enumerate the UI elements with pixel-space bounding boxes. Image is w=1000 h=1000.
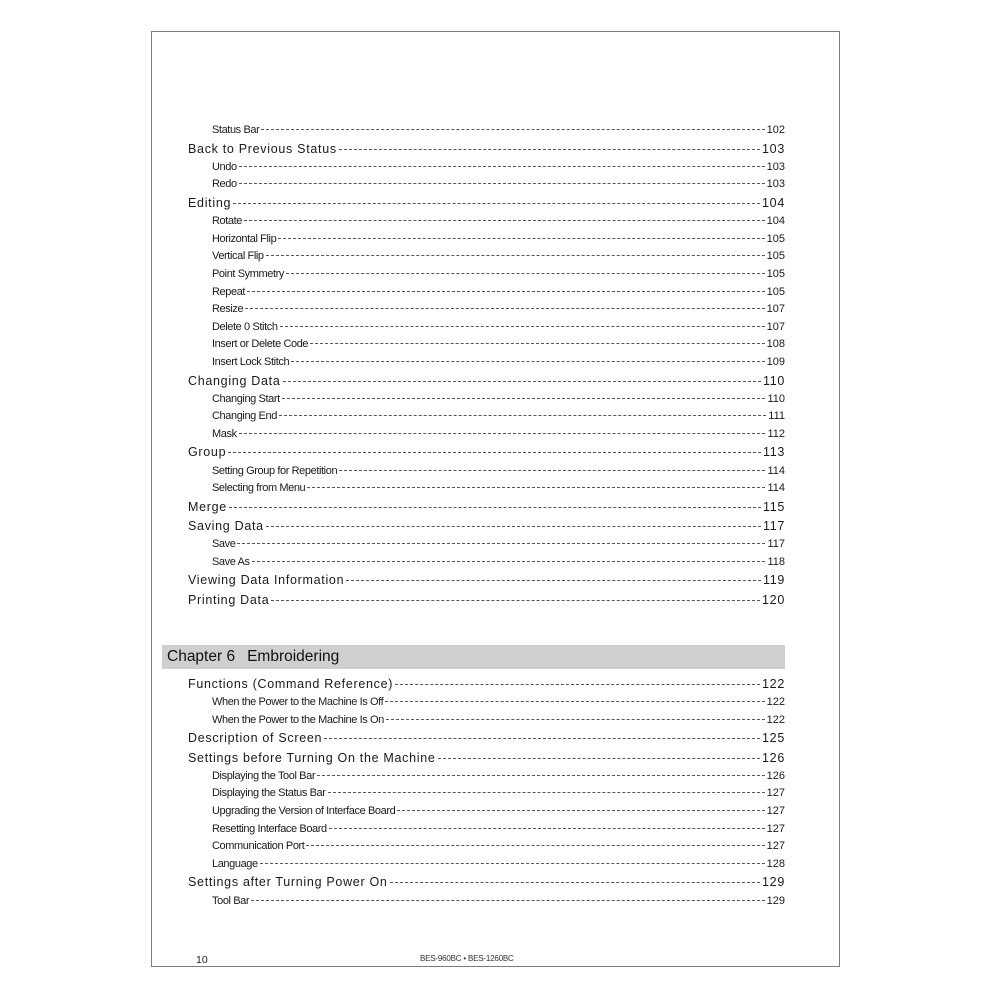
toc-entry-page: 128 (766, 857, 785, 870)
toc-entry-label: When the Power to the Machine Is On (212, 713, 384, 726)
toc-entry-label: Save (212, 538, 236, 551)
toc-entry (188, 893, 785, 911)
toc-entry (188, 571, 785, 590)
toc-entry-label: Settings before Turning On the Machine (188, 750, 436, 765)
toc-entry-label: Rotate (212, 215, 243, 228)
dot-leader (279, 415, 766, 416)
toc-entry (188, 749, 785, 768)
dot-leader (239, 433, 766, 434)
toc-entry-label: Redo (212, 178, 237, 191)
toc-entry-page: 127 (766, 840, 785, 853)
toc-entry (188, 463, 785, 481)
toc-entry (188, 248, 785, 266)
dot-leader (291, 361, 764, 362)
toc-entry-label: Setting Group for Repetition (212, 464, 338, 477)
toc-entry (188, 536, 785, 554)
toc-entry (188, 838, 785, 856)
toc-entry (188, 712, 785, 730)
toc-entry (188, 554, 785, 572)
toc-entry-page: 110 (762, 373, 785, 388)
toc-entry-page: 117 (762, 519, 785, 534)
dot-leader (244, 220, 765, 221)
toc-entry-page: 122 (762, 677, 785, 691)
toc-entry-label: When the Power to the Machine Is Off (212, 696, 384, 709)
toc-entry-label: Selecting from Menu (212, 482, 306, 495)
dot-leader (266, 526, 761, 527)
dot-leader (329, 828, 765, 829)
toc-entry-page: 105 (766, 267, 785, 280)
dot-leader (397, 810, 764, 811)
toc-entry (188, 517, 785, 536)
toc-entry (188, 591, 785, 610)
toc-entry-page: 113 (762, 445, 785, 460)
toc-entry-page: 126 (766, 769, 785, 782)
dot-leader (339, 149, 760, 150)
toc-entry-page: 104 (762, 195, 785, 210)
toc-entry-label: Back to Previous Status (188, 141, 337, 156)
toc-entry-label: Delete 0 Stitch (212, 320, 278, 333)
toc-entry (188, 821, 785, 839)
toc-entry-page: 129 (762, 875, 785, 890)
toc-entry (188, 729, 785, 748)
toc-entry (188, 498, 785, 517)
dot-leader (395, 684, 760, 685)
dot-leader (307, 487, 765, 488)
dot-leader (278, 238, 764, 239)
toc-entry-label: Repeat (212, 285, 246, 298)
chapter-title: Embroidering (247, 648, 340, 665)
dot-leader (306, 845, 764, 846)
toc-entry-label: Tool Bar (212, 894, 250, 907)
toc-entry-label: Insert or Delete Code (212, 338, 309, 351)
toc-entry-page: 120 (762, 592, 785, 607)
toc-entry (188, 231, 785, 249)
toc-entry-page: 119 (762, 573, 785, 588)
toc-entry-label: Changing Data (188, 373, 281, 388)
toc-entry (188, 122, 785, 140)
dot-leader (283, 381, 761, 382)
dot-leader (280, 326, 765, 327)
dot-leader (286, 273, 765, 274)
dot-leader (266, 255, 765, 256)
toc-entry-page: 129 (766, 894, 785, 907)
toc-entry-page: 122 (766, 696, 785, 709)
toc-entry-label: Status Bar (212, 124, 260, 136)
toc-entry-page: 108 (766, 338, 785, 351)
toc-entry (188, 803, 785, 821)
toc-entry (188, 768, 785, 786)
model-footer: BES-960BC • BES-1260BC (420, 954, 514, 963)
toc-entry-label: Displaying the Tool Bar (212, 769, 316, 782)
toc-entry (188, 408, 785, 426)
toc-entry-label: Saving Data (188, 519, 264, 534)
toc-entry-label: Functions (Command Reference) (188, 677, 394, 691)
toc-entry (188, 873, 785, 892)
dot-leader (239, 183, 765, 184)
dot-leader (247, 291, 765, 292)
dot-leader (260, 863, 765, 864)
toc-entry-page: 107 (766, 320, 785, 333)
toc-entry-page: 103 (762, 141, 785, 156)
dot-leader (228, 452, 761, 453)
dot-leader (233, 203, 760, 204)
dot-leader (339, 470, 765, 471)
toc-entry (188, 856, 785, 874)
dot-leader (239, 166, 765, 167)
toc-entry-label: Description of Screen (188, 731, 323, 746)
dot-leader (324, 738, 760, 739)
dot-leader (385, 701, 764, 702)
toc-entry-page: 115 (762, 499, 785, 514)
toc-entry-label: Language (212, 857, 258, 870)
toc-entry-label: Communication Port (212, 840, 305, 853)
toc-entry-label: Insert Lock Stitch (212, 355, 290, 368)
toc-list-bottom (188, 675, 785, 910)
toc-entry-label: Resetting Interface Board (212, 822, 327, 835)
toc-entry-page: 126 (762, 750, 785, 765)
toc-entry (188, 785, 785, 803)
toc-entry-page: 117 (767, 538, 785, 551)
toc-entry (188, 140, 785, 159)
toc-entry-label: Vertical Flip (212, 250, 264, 263)
dot-leader (328, 792, 765, 793)
toc-entry (188, 301, 785, 319)
toc-entry-label: Save As (212, 555, 250, 568)
toc-entry-page: 111 (768, 410, 785, 423)
toc-entry-label: Merge (188, 499, 227, 514)
dot-leader (282, 398, 766, 399)
toc-entry-page: 127 (766, 787, 785, 800)
toc-entry (188, 284, 785, 302)
dot-leader (252, 561, 766, 562)
toc-entry-page: 102 (766, 124, 785, 136)
toc-entry-page: 103 (766, 178, 785, 191)
toc-entry (188, 159, 785, 177)
toc-entry-page: 118 (767, 555, 785, 568)
toc-entry (188, 336, 785, 354)
toc-entry (188, 354, 785, 372)
toc-entry-label: Resize (212, 303, 244, 316)
dot-leader (386, 719, 765, 720)
page-number: 10 (196, 954, 208, 966)
toc-entry (188, 391, 785, 409)
toc-entry-page: 127 (766, 822, 785, 835)
toc-entry-page: 114 (767, 482, 785, 495)
dot-leader (438, 758, 760, 759)
dot-leader (317, 775, 765, 776)
dot-leader (245, 308, 764, 309)
toc-entry (188, 443, 785, 462)
toc-entry (188, 480, 785, 498)
toc-entry-label: Upgrading the Version of Interface Board (212, 804, 396, 817)
dot-leader (390, 882, 760, 883)
toc-entry (188, 176, 785, 194)
toc-entry (188, 213, 785, 231)
chapter-number: Chapter 6 (167, 648, 236, 665)
toc-entry-page: 109 (766, 355, 785, 368)
toc-entry-page: 125 (762, 731, 785, 746)
toc-entry-page: 105 (766, 232, 785, 245)
toc-entry (188, 266, 785, 284)
toc-entry-label: Undo (212, 160, 237, 173)
toc-entry-label: Changing End (212, 410, 277, 423)
toc-entry-page: 105 (766, 285, 785, 298)
toc-entry (188, 319, 785, 337)
dot-leader (271, 600, 760, 601)
chapter-heading (162, 645, 785, 669)
toc-entry (188, 426, 785, 444)
toc-entry-page: 103 (766, 160, 785, 173)
dot-leader (346, 580, 761, 581)
toc-entry-label: Viewing Data Information (188, 573, 345, 588)
toc-entry-page: 110 (767, 392, 785, 405)
toc-entry-label: Point Symmetry (212, 267, 285, 280)
dot-leader (251, 900, 764, 901)
toc-entry-label: Mask (212, 427, 237, 440)
dot-leader (310, 343, 764, 344)
toc-list-top (188, 122, 785, 610)
toc-entry-label: Horizontal Flip (212, 232, 277, 245)
toc-entry-page: 127 (766, 804, 785, 817)
toc-entry-page: 105 (766, 250, 785, 263)
toc-entry-page: 114 (767, 464, 785, 477)
toc-entry-page: 122 (766, 713, 785, 726)
dot-leader (229, 507, 761, 508)
toc-entry-page: 112 (767, 427, 785, 440)
toc-entry (188, 194, 785, 213)
toc-entry-label: Settings after Turning Power On (188, 875, 388, 890)
toc-entry-label: Group (188, 445, 227, 460)
dot-leader (261, 129, 764, 130)
toc-entry-page: 104 (766, 215, 785, 228)
toc-entry-label: Changing Start (212, 392, 280, 405)
toc-entry-label: Printing Data (188, 592, 270, 607)
toc-entry (188, 372, 785, 391)
toc-entry-label: Displaying the Status Bar (212, 787, 326, 800)
dot-leader (237, 543, 765, 544)
toc-entry (188, 694, 785, 712)
toc-entry (188, 675, 785, 694)
toc-entry-label: Editing (188, 195, 232, 210)
toc-entry-page: 107 (766, 303, 785, 316)
